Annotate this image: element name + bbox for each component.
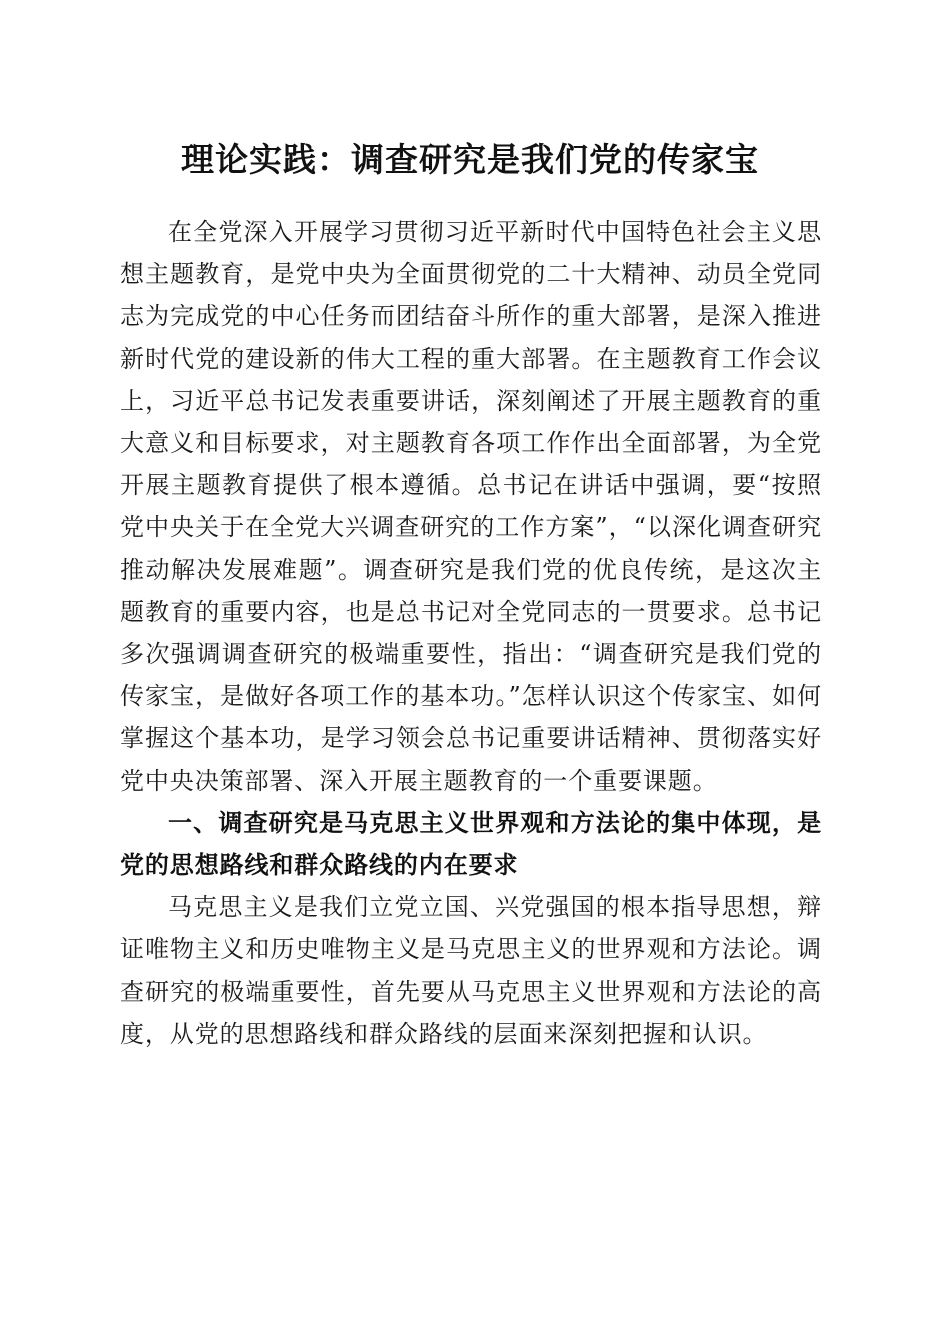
document-body	[120, 211, 822, 1055]
section-paragraph: 马克思主义是我们立党立国、兴党强国的根本指导思想，辩证唯物主义和历史唯物主义是马克思主义的世界观和方法论。调查研究的极端重要性，首先要从马克思主义世界观和方法论的高度，从党的思想路线和群众路线的层面来深刻把握和认识。	[120, 893, 822, 1048]
document-title: 理论实践：调查研究是我们党的传家宝	[181, 140, 759, 179]
intro-paragraph: 在全党深入开展学习贯彻习近平新时代中国特色社会主义思想主题教育，是党中央为全面贯彻党的二十大精神、动员全党同志为完成党的中心任务而团结奋斗所作的重大部署，是深入推进新时代党的建设新的伟大工程的重大部署。在主题教育工作会议上，习近平总书记发表重要讲话，深刻阐述了开展主题教育的重大意义和目标要求，对主题教育各项工作作出全面部署，为全党开展主题教育提供了根本遵循。总书记在讲话中强调，要“按照党中央关于在全党大兴调查研究的工作方案”，“以深化调查研究推动解决发展难题”。调查研究是我们党的优良传统，是这次主题教育的重要内容，也是总书记对全党同志的一贯要求。总书记多次强调调查研究的极端重要性，指出：“调查研究是我们党的传家宝，是做好各项工作的基本功。”怎样认识这个传家宝、如何掌握这个基本功，是学习领会总书记重要讲话精神、贯彻落实好党中央决策部署、深入开展主题教育的一个重要课题。	[120, 218, 822, 795]
section-heading: 一、调查研究是马克思主义世界观和方法论的集中体现，是党的思想路线和群众路线的内在要求	[120, 808, 822, 880]
